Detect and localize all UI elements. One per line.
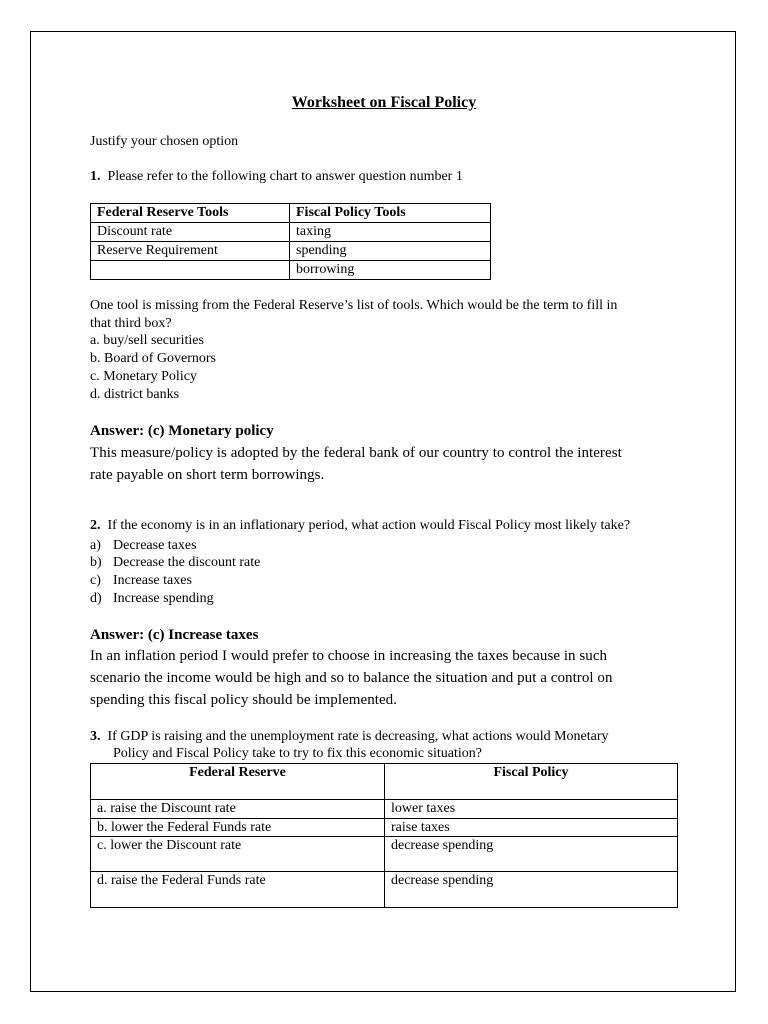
monetary-fiscal-actions-table xyxy=(90,763,678,908)
table-header-federal-reserve: Federal Reserve xyxy=(91,764,385,800)
answer-2-text xyxy=(90,645,680,711)
question-1-text-line-2: that third box? xyxy=(90,316,172,331)
option-text: Increase spending xyxy=(113,591,214,606)
intro-text: Justify your chosen option xyxy=(90,134,239,149)
option-letter: b) xyxy=(90,555,102,570)
question-1-option: a. buy/sell securities xyxy=(90,333,204,348)
question-3-prompt xyxy=(90,728,609,746)
option-letter: c) xyxy=(90,573,101,588)
question-2-option xyxy=(90,572,192,590)
question-2-prompt xyxy=(90,517,630,535)
question-2-number: 2. xyxy=(90,518,101,533)
option-text: Decrease taxes xyxy=(113,538,197,553)
table-cell: Discount rate xyxy=(91,223,290,242)
question-2-option xyxy=(90,590,214,608)
table-cell: lower taxes xyxy=(385,800,678,819)
option-letter: d) xyxy=(90,591,102,606)
table-cell: decrease spending xyxy=(385,872,678,908)
table-cell: d. raise the Federal Funds rate xyxy=(91,872,385,908)
option-letter: a) xyxy=(90,538,101,553)
table-header-row xyxy=(91,204,491,223)
question-1-option: b. Board of Governors xyxy=(90,351,216,366)
table-row xyxy=(91,223,491,242)
question-2-option xyxy=(90,537,197,555)
question-1-option: c. Monetary Policy xyxy=(90,369,197,384)
question-1-prompt xyxy=(90,168,463,186)
table-cell: Reserve Requirement xyxy=(91,242,290,261)
table-row xyxy=(91,242,491,261)
answer-2-line: spending this fiscal policy should be implemented. xyxy=(90,692,398,708)
table-cell: a. raise the Discount rate xyxy=(91,800,385,819)
table-cell: spending xyxy=(290,242,491,261)
table-cell: raise taxes xyxy=(385,819,678,837)
table-cell: borrowing xyxy=(290,261,491,280)
answer-1-text xyxy=(90,442,680,486)
table-cell: b. lower the Federal Funds rate xyxy=(91,819,385,837)
answer-2-line: In an inflation period I would prefer to choose in increasing the taxes because in such xyxy=(90,648,608,664)
question-1-number: 1. xyxy=(90,169,101,184)
question-1-text: Please refer to the following chart to answer question number 1 xyxy=(107,169,463,184)
table-cell: decrease spending xyxy=(385,837,678,872)
option-text: Increase taxes xyxy=(113,573,192,588)
question-2-option xyxy=(90,554,260,572)
table-row xyxy=(91,261,491,280)
table-row xyxy=(91,872,678,908)
table-cell: taxing xyxy=(290,223,491,242)
question-1-option: d. district banks xyxy=(90,387,180,402)
answer-1-label: Answer: (c) Monetary policy xyxy=(90,423,274,439)
table-header-federal-reserve-tools: Federal Reserve Tools xyxy=(91,204,290,223)
question-3-text-line-2: Policy and Fiscal Policy take to try to fix this economic situation? xyxy=(113,746,482,761)
table-header-row xyxy=(91,764,678,800)
question-3-number: 3. xyxy=(90,729,101,744)
federal-vs-fiscal-tools-table xyxy=(90,203,491,280)
question-2-text: If the economy is in an inflationary period, what action would Fiscal Policy most likely take? xyxy=(107,518,631,533)
table-row xyxy=(91,819,678,837)
table-header-fiscal-policy-tools: Fiscal Policy Tools xyxy=(290,204,491,223)
table-row xyxy=(91,800,678,819)
option-text: Decrease the discount rate xyxy=(113,555,261,570)
answer-1-line: This measure/policy is adopted by the federal bank of our country to control the interest xyxy=(90,445,622,461)
answer-1-line: rate payable on short term borrowings. xyxy=(90,467,325,483)
table-cell: c. lower the Discount rate xyxy=(91,837,385,872)
table-header-fiscal-policy: Fiscal Policy xyxy=(385,764,678,800)
question-3-text-line-1: If GDP is raising and the unemployment rate is decreasing, what actions would Monetary xyxy=(107,729,609,744)
table-row xyxy=(91,837,678,872)
question-1-text-line-1: One tool is missing from the Federal Reserve’s list of tools. Which would be the term to fill in xyxy=(90,298,618,313)
answer-2-line: scenario the income would be high and so to balance the situation and put a control on xyxy=(90,670,613,686)
answer-2-label: Answer: (c) Increase taxes xyxy=(90,627,259,643)
table-cell-empty xyxy=(91,261,290,280)
page-title: Worksheet on Fiscal Policy xyxy=(291,94,477,111)
